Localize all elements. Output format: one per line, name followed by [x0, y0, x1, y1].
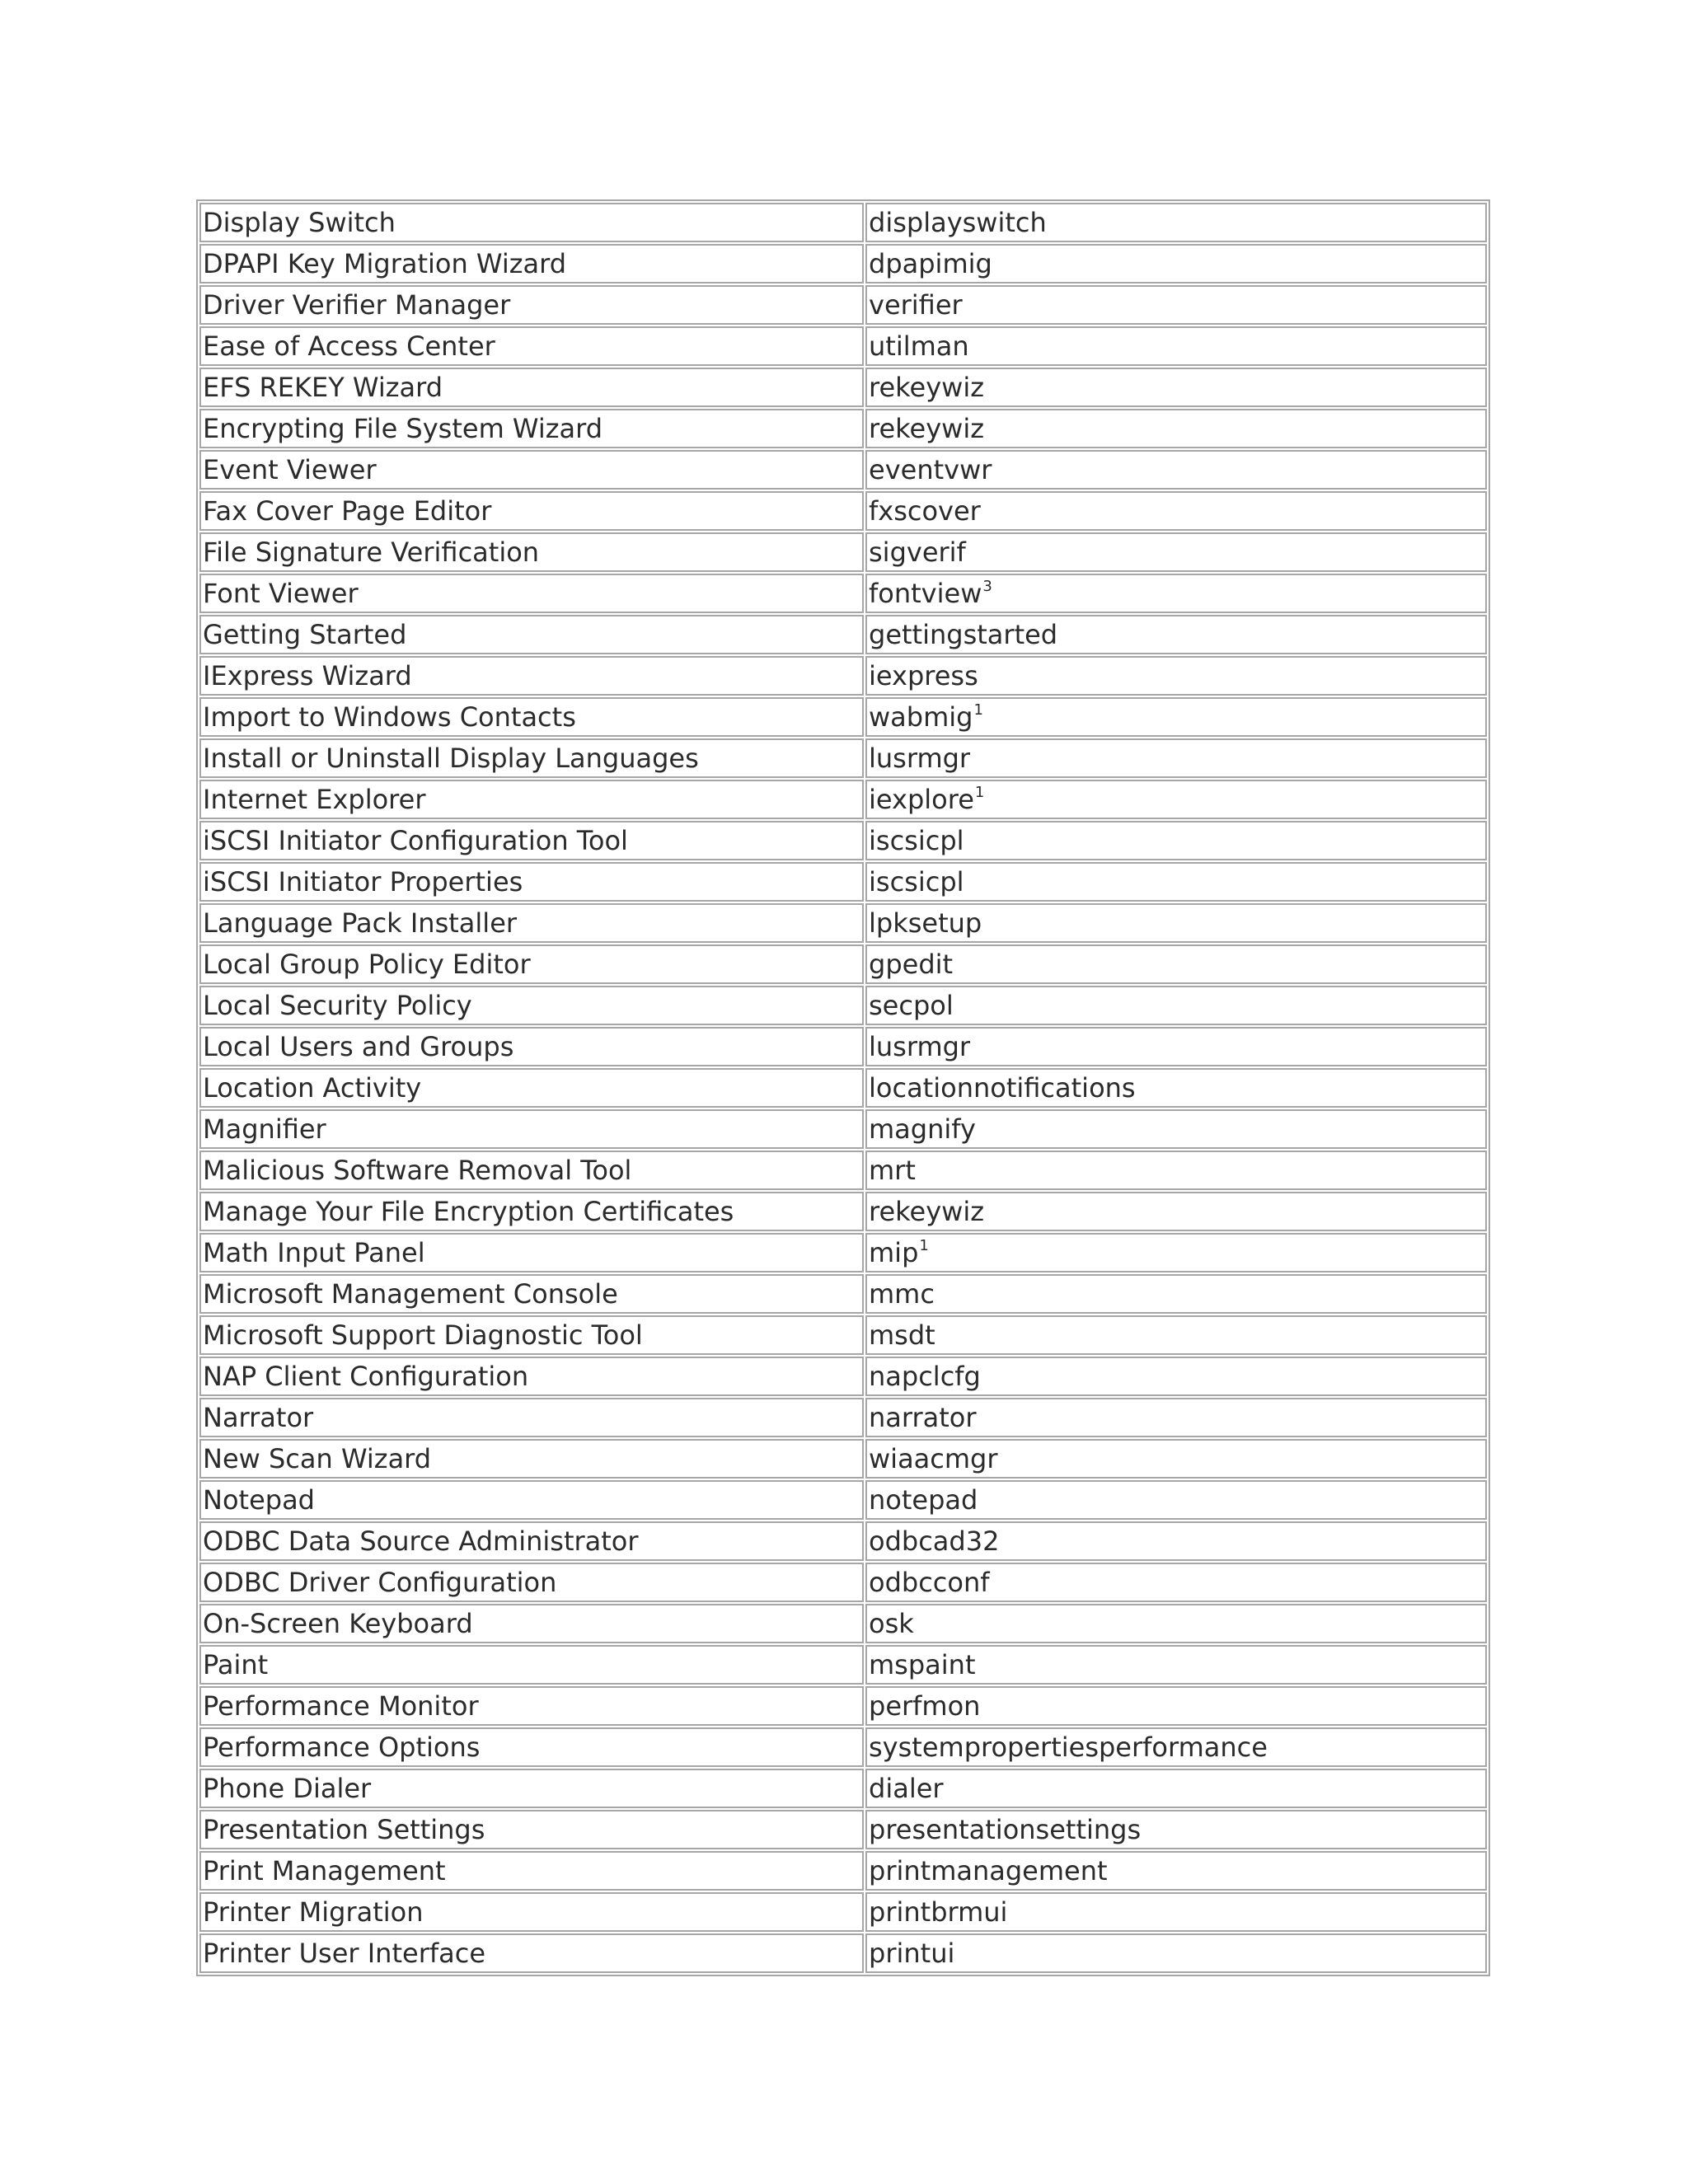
command-cell	[865, 862, 1487, 902]
command-cell	[865, 1068, 1487, 1108]
program-name-cell: Microsoft Support Diagnostic Tool	[199, 1315, 864, 1355]
command-text: displayswitch	[869, 207, 1047, 238]
command-text: gpedit	[869, 949, 954, 980]
command-text: rekeywiz	[869, 1196, 985, 1227]
program-name-cell: Paint	[199, 1645, 864, 1685]
command-cell	[865, 1521, 1487, 1561]
command-cell	[865, 697, 1487, 737]
table-row	[199, 986, 1487, 1025]
command-text: verifier	[869, 289, 963, 321]
command-cell	[865, 1851, 1487, 1891]
command-cell	[865, 738, 1487, 778]
table-row	[199, 1315, 1487, 1355]
program-name-cell: Language Pack Installer	[199, 903, 864, 943]
table-row	[199, 450, 1487, 490]
program-name-cell: Local Security Policy	[199, 986, 864, 1025]
program-name-cell: Local Group Policy Editor	[199, 944, 864, 984]
table-row	[199, 1604, 1487, 1643]
table-row	[199, 574, 1487, 613]
command-cell	[865, 450, 1487, 490]
table-row	[199, 409, 1487, 448]
program-name-cell: New Scan Wizard	[199, 1439, 864, 1479]
program-name-cell: On-Screen Keyboard	[199, 1604, 864, 1643]
program-name-cell: Narrator	[199, 1398, 864, 1437]
table-row	[199, 1645, 1487, 1685]
command-text: mspaint	[869, 1649, 976, 1680]
program-name-cell: Driver Verifier Manager	[199, 285, 864, 325]
command-text: secpol	[869, 990, 954, 1021]
command-cell	[865, 1027, 1487, 1066]
command-cell	[865, 491, 1487, 531]
command-text: iscsicpl	[869, 825, 964, 856]
command-cell	[865, 1109, 1487, 1149]
command-text: dialer	[869, 1773, 944, 1804]
command-cell	[865, 1315, 1487, 1355]
table-row	[199, 1769, 1487, 1808]
table-row	[199, 1933, 1487, 1973]
command-text: eventvwr	[869, 454, 992, 485]
command-text: rekeywiz	[869, 372, 985, 403]
program-name-cell: iSCSI Initiator Configuration Tool	[199, 821, 864, 860]
command-text: lusrmgr	[869, 1031, 971, 1062]
table-row	[199, 697, 1487, 737]
program-name-cell: Display Switch	[199, 203, 864, 242]
table-row	[199, 1151, 1487, 1190]
table-row	[199, 738, 1487, 778]
program-name-cell: Encrypting File System Wizard	[199, 409, 864, 448]
command-text: odbcconf	[869, 1567, 990, 1598]
command-cell	[865, 244, 1487, 284]
table-row	[199, 1027, 1487, 1066]
command-cell	[865, 1769, 1487, 1808]
command-cell	[865, 1645, 1487, 1685]
table-row	[199, 1810, 1487, 1849]
command-text: printui	[869, 1938, 955, 1969]
command-text: gettingstarted	[869, 619, 1058, 650]
program-name-cell: ODBC Data Source Administrator	[199, 1521, 864, 1561]
program-name-cell: Ease of Access Center	[199, 326, 864, 366]
program-name-cell: Magnifier	[199, 1109, 864, 1149]
command-text: mmc	[869, 1278, 935, 1310]
command-cell	[865, 1151, 1487, 1190]
command-cell	[865, 903, 1487, 943]
program-name-cell: Install or Uninstall Display Languages	[199, 738, 864, 778]
commands-table-body	[199, 203, 1487, 1973]
program-name-cell: Phone Dialer	[199, 1769, 864, 1808]
commands-table	[196, 199, 1490, 1976]
command-cell	[865, 1192, 1487, 1231]
command-text: locationnotifications	[869, 1072, 1136, 1104]
table-row	[199, 1192, 1487, 1231]
table-row	[199, 326, 1487, 366]
table-row	[199, 862, 1487, 902]
program-name-cell: Fax Cover Page Editor	[199, 491, 864, 531]
program-name-cell: Math Input Panel	[199, 1233, 864, 1272]
table-row	[199, 1398, 1487, 1437]
command-text: wabmig	[869, 701, 973, 733]
table-row	[199, 1563, 1487, 1602]
command-text: msdt	[869, 1319, 935, 1351]
program-name-cell: Import to Windows Contacts	[199, 697, 864, 737]
command-cell	[865, 1604, 1487, 1643]
command-text: perfmon	[869, 1690, 981, 1722]
program-name-cell: Print Management	[199, 1851, 864, 1891]
command-cell	[865, 1233, 1487, 1272]
table-row	[199, 615, 1487, 654]
program-name-cell: Performance Monitor	[199, 1686, 864, 1726]
command-cell	[865, 1892, 1487, 1932]
footnote-marker: 1	[973, 701, 983, 719]
command-text: iexpress	[869, 660, 978, 691]
command-cell	[865, 986, 1487, 1025]
footnote-marker: 3	[982, 578, 992, 595]
program-name-cell: Malicious Software Removal Tool	[199, 1151, 864, 1190]
program-name-cell: Presentation Settings	[199, 1810, 864, 1849]
table-row	[199, 944, 1487, 984]
command-cell	[865, 1933, 1487, 1973]
command-cell	[865, 409, 1487, 448]
command-cell	[865, 326, 1487, 366]
program-name-cell: Printer Migration	[199, 1892, 864, 1932]
table-row	[199, 244, 1487, 284]
command-text: fxscover	[869, 495, 981, 527]
program-name-cell: NAP Client Configuration	[199, 1357, 864, 1396]
program-name-cell: IExpress Wizard	[199, 656, 864, 696]
command-cell	[865, 1274, 1487, 1314]
command-text: magnify	[869, 1113, 976, 1145]
command-cell	[865, 203, 1487, 242]
command-text: notepad	[869, 1484, 978, 1516]
program-name-cell: Performance Options	[199, 1727, 864, 1767]
command-cell	[865, 821, 1487, 860]
table-row	[199, 903, 1487, 943]
command-cell	[865, 1563, 1487, 1602]
command-cell	[865, 368, 1487, 407]
command-cell	[865, 1810, 1487, 1849]
command-text: systempropertiesperformance	[869, 1732, 1268, 1763]
command-text: presentationsettings	[869, 1814, 1142, 1845]
command-text: lpksetup	[869, 907, 982, 939]
command-text: printbrmui	[869, 1896, 1008, 1928]
program-name-cell: Event Viewer	[199, 450, 864, 490]
table-row	[199, 368, 1487, 407]
command-cell	[865, 944, 1487, 984]
command-cell	[865, 1727, 1487, 1767]
table-row	[199, 1068, 1487, 1108]
command-cell	[865, 285, 1487, 325]
command-text: iexplore	[869, 784, 974, 815]
table-row	[199, 1686, 1487, 1726]
program-name-cell: ODBC Driver Configuration	[199, 1563, 864, 1602]
program-name-cell: Location Activity	[199, 1068, 864, 1108]
command-cell	[865, 1439, 1487, 1479]
program-name-cell: iSCSI Initiator Properties	[199, 862, 864, 902]
program-name-cell: Printer User Interface	[199, 1933, 864, 1973]
command-cell	[865, 532, 1487, 572]
command-text: sigverif	[869, 537, 966, 568]
program-name-cell: Notepad	[199, 1480, 864, 1520]
table-row	[199, 1274, 1487, 1314]
table-row	[199, 1851, 1487, 1891]
table-row	[199, 1357, 1487, 1396]
command-text: odbcad32	[869, 1526, 1000, 1557]
command-text: iscsicpl	[869, 866, 964, 898]
command-text: mip	[869, 1237, 919, 1268]
command-text: printmanagement	[869, 1855, 1108, 1886]
table-row	[199, 203, 1487, 242]
command-cell	[865, 1357, 1487, 1396]
command-text: fontview	[869, 578, 982, 609]
table-row	[199, 1521, 1487, 1561]
table-row	[199, 1480, 1487, 1520]
program-name-cell: EFS REKEY Wizard	[199, 368, 864, 407]
footnote-marker: 1	[974, 784, 985, 801]
table-row	[199, 285, 1487, 325]
table-row	[199, 491, 1487, 531]
program-name-cell: Local Users and Groups	[199, 1027, 864, 1066]
table-row	[199, 656, 1487, 696]
command-cell	[865, 1686, 1487, 1726]
command-text: mrt	[869, 1155, 916, 1186]
command-text: narrator	[869, 1402, 977, 1433]
command-text: osk	[869, 1608, 914, 1639]
table-row	[199, 532, 1487, 572]
table-row	[199, 1892, 1487, 1932]
command-text: dpapimig	[869, 248, 992, 279]
program-name-cell: Getting Started	[199, 615, 864, 654]
program-name-cell: Manage Your File Encryption Certificates	[199, 1192, 864, 1231]
command-cell	[865, 1480, 1487, 1520]
command-cell	[865, 574, 1487, 613]
footnote-marker: 1	[919, 1237, 929, 1254]
command-cell	[865, 656, 1487, 696]
program-name-cell: File Signature Verification	[199, 532, 864, 572]
command-text: wiaacmgr	[869, 1443, 998, 1474]
table-row	[199, 780, 1487, 819]
command-text: utilman	[869, 330, 969, 362]
table-row	[199, 1109, 1487, 1149]
command-cell	[865, 780, 1487, 819]
program-name-cell: Microsoft Management Console	[199, 1274, 864, 1314]
table-row	[199, 1439, 1487, 1479]
command-text: napclcfg	[869, 1361, 981, 1392]
program-name-cell: Internet Explorer	[199, 780, 864, 819]
command-text: lusrmgr	[869, 743, 971, 774]
table-row	[199, 1233, 1487, 1272]
program-name-cell: DPAPI Key Migration Wizard	[199, 244, 864, 284]
table-row	[199, 821, 1487, 860]
command-cell	[865, 615, 1487, 654]
program-name-cell: Font Viewer	[199, 574, 864, 613]
table-row	[199, 1727, 1487, 1767]
command-cell	[865, 1398, 1487, 1437]
command-text: rekeywiz	[869, 413, 985, 444]
